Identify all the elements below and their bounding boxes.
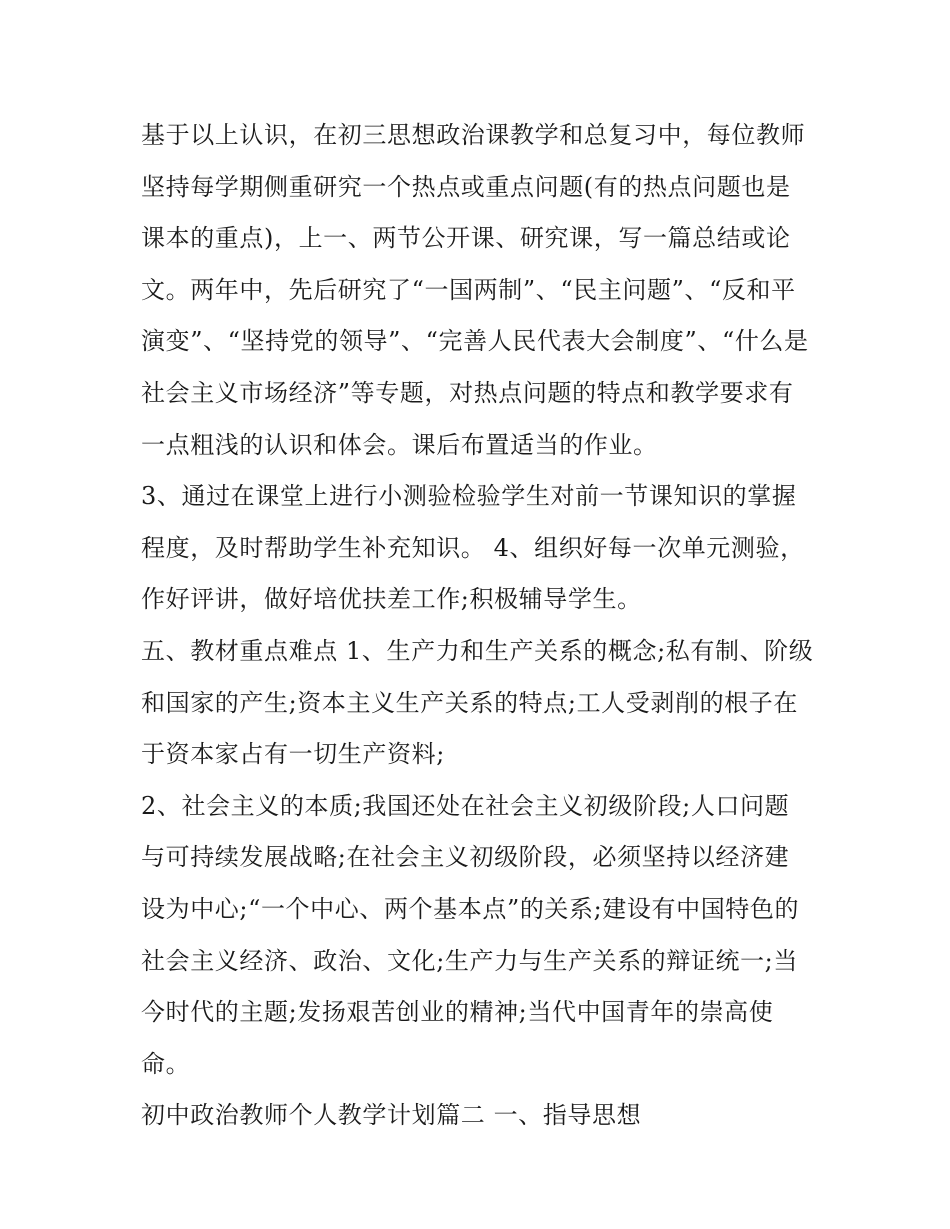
text-line: 演变”、“坚持党的领导”、“完善人民代表大会制度”、“什么是 [141, 327, 809, 356]
text-line: 一点粗浅的认识和体会。课后布置适当的作业。 [141, 430, 658, 459]
text-line: 五、教材重点难点 1、生产力和生产关系的概念;私有制、阶级 [141, 636, 814, 665]
text-line: 命。 [141, 1049, 191, 1078]
text-line: 于资本家占有一切生产资料; [141, 740, 445, 769]
text-line: 今时代的主题;发扬艰苦创业的精神;当代中国青年的崇高使 [141, 998, 774, 1027]
text-line: 文。两年中，先后研究了“一国两制”、“民主问题”、“反和平 [141, 275, 796, 304]
text-line: 作好评讲，做好培优扶差工作;积极辅导学生。 [141, 585, 642, 614]
text-line: 和国家的产生;资本主义生产关系的特点;工人受剥削的根子在 [141, 688, 798, 717]
text-line: 2、社会主义的本质;我国还处在社会主义初级阶段;人口问题 [141, 791, 790, 820]
text-line: 程度，及时帮助学生补充知识。 4、组织好每一次单元测验， [141, 533, 805, 562]
document-body [141, 110, 821, 1142]
section-heading: 初中政治教师个人教学计划篇二 一、指导思想 [141, 1101, 642, 1130]
text-line: 3、通过在课堂上进行小测验检验学生对前一节课知识的掌握 [141, 482, 797, 511]
text-line: 课本的重点)，上一、两节公开课、研究课，写一篇总结或论 [141, 224, 791, 253]
text-line: 坚持每学期侧重研究一个热点或重点问题(有的热点问题也是 [141, 172, 791, 201]
text-line: 基于以上认识，在初三思想政治课教学和总复习中，每位教师 [141, 121, 806, 149]
text-line: 设为中心;“一个中心、两个基本点”的关系;建设有中国特色的 [141, 894, 800, 923]
text-line: 社会主义经济、政治、文化;生产力与生产关系的辩证统一;当 [141, 946, 798, 975]
text-line: 与可持续发展战略;在社会主义初级阶段，必须坚持以经济建 [141, 843, 790, 872]
text-line: 社会主义市场经济”等专题，对热点问题的特点和教学要求有 [141, 378, 794, 407]
